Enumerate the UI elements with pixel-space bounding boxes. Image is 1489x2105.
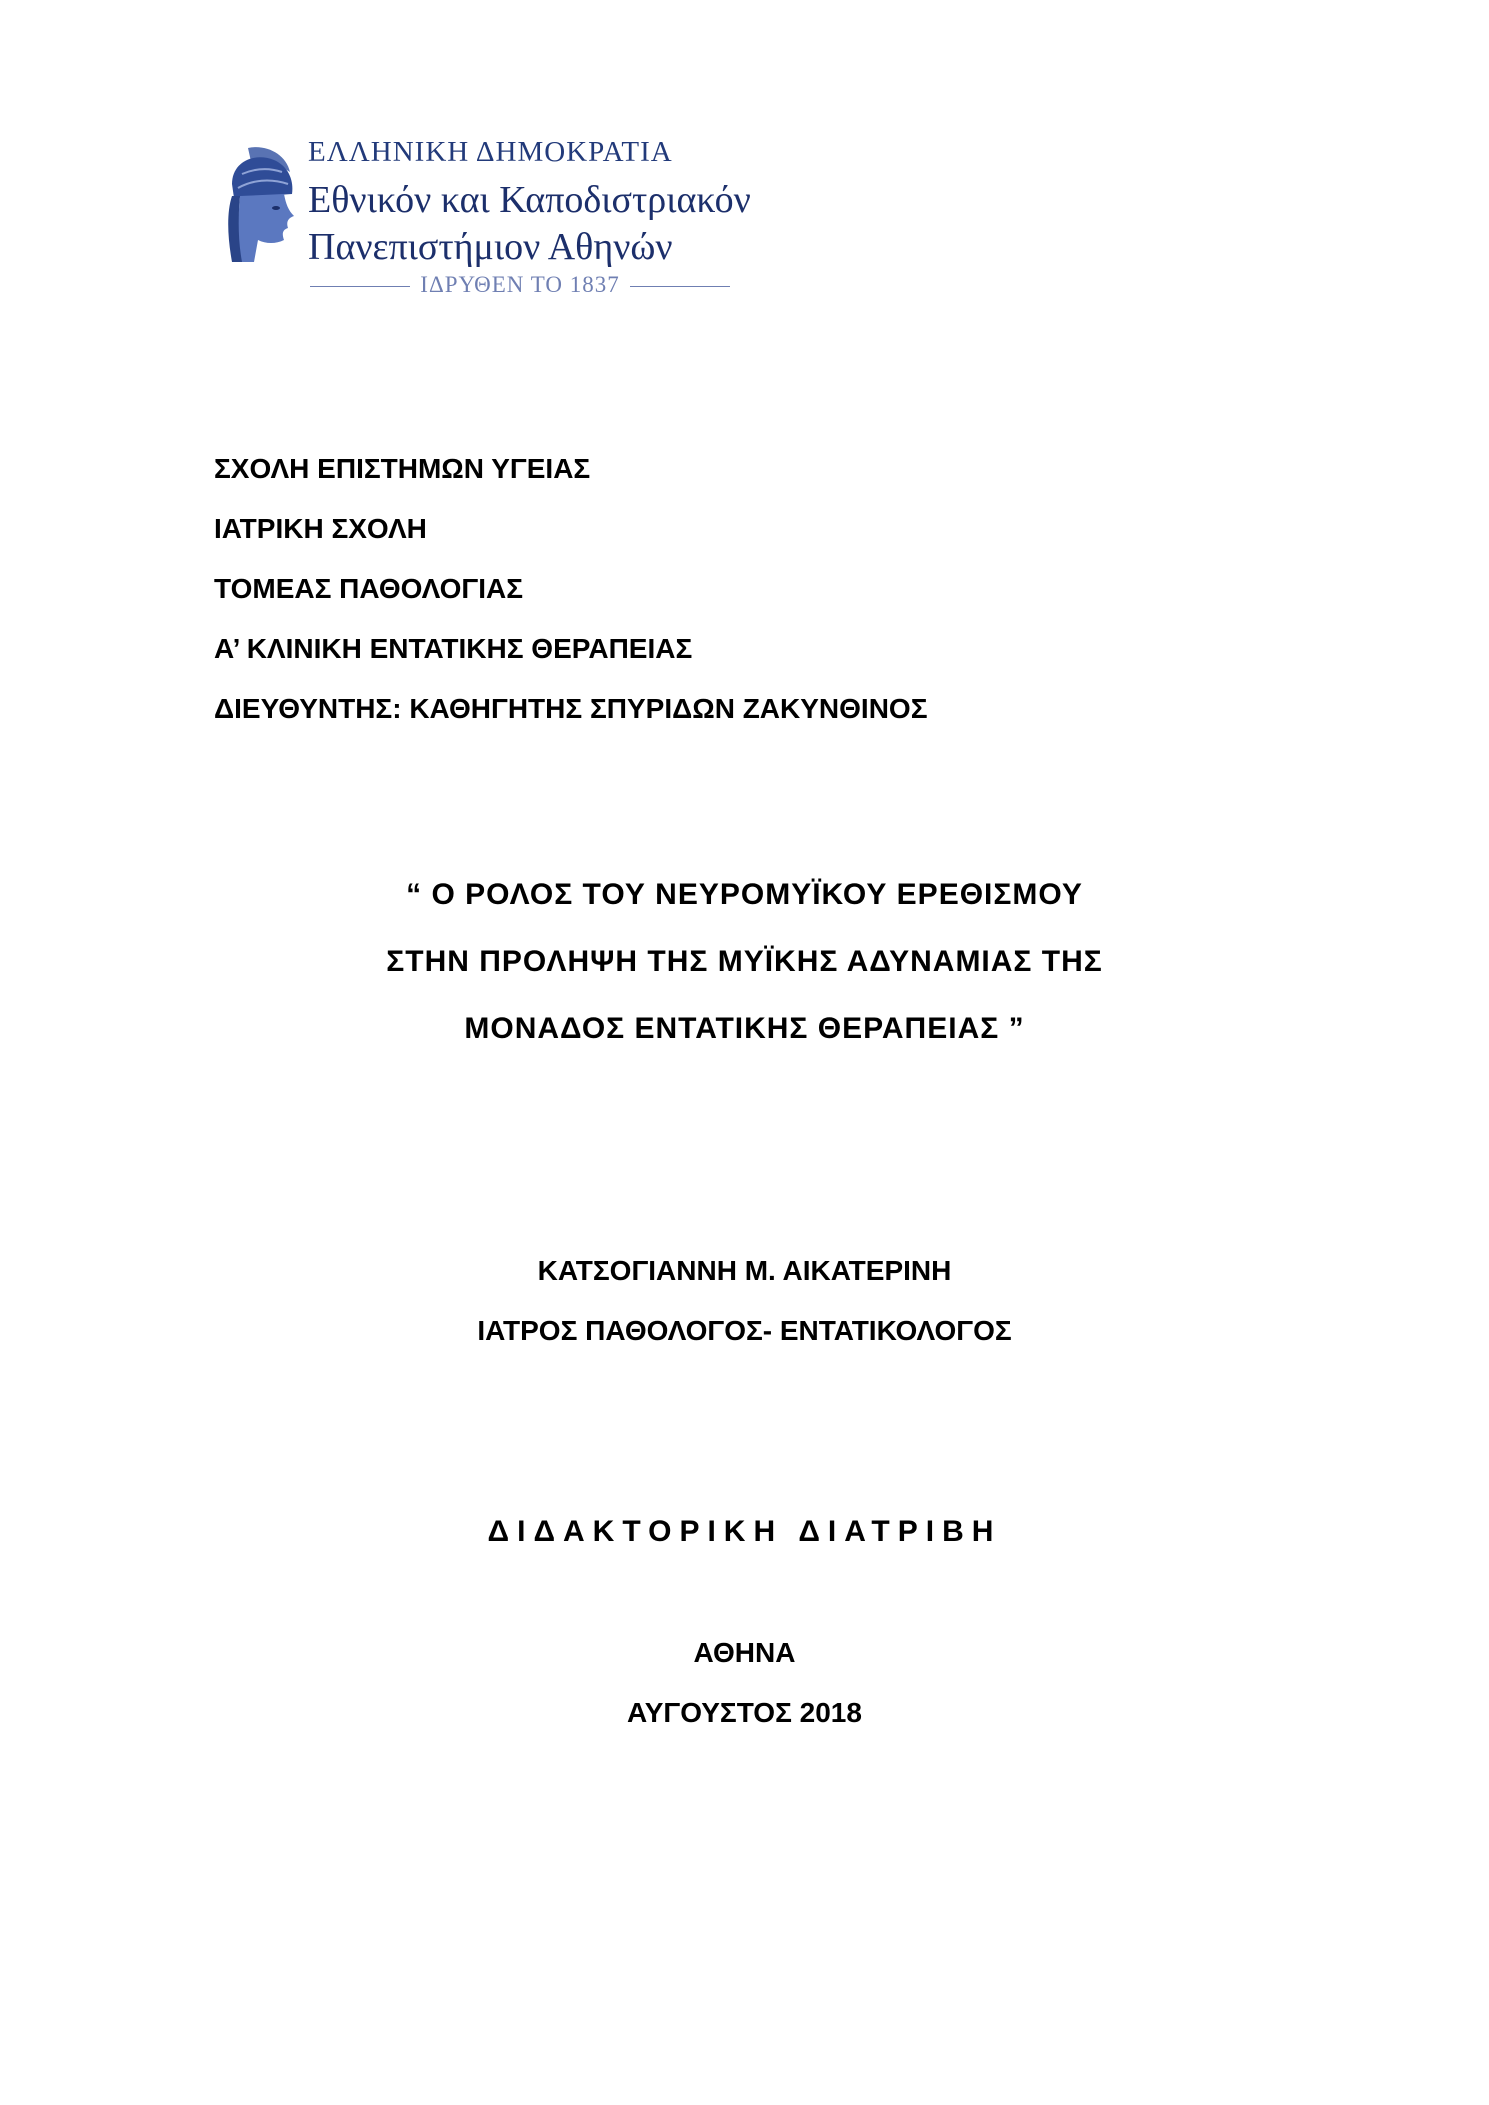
- department-sector: ΤΟΜΕΑΣ ΠΑΘΟΛΟΓΙΑΣ: [214, 573, 524, 604]
- document-type: ΔΙΔΑΚΤΟΡΙΚΗ ΔΙΑΤΡΙΒΗ: [487, 1515, 1002, 1548]
- logo-university-name-line2: Πανεπιστήμιον Αθηνών: [308, 226, 673, 268]
- logo-university-name-line1: Εθνικόν και Καποδιστριακόν: [308, 179, 751, 221]
- logo-republic-text: ΕΛΛΗΝΙΚΗ ΔΗΜΟΚΡΑΤΙΑ: [308, 136, 673, 168]
- athena-head-emblem-icon: [218, 144, 300, 264]
- university-logo: [218, 136, 858, 306]
- department-clinic: Α’ ΚΛΙΝΙΚΗ ΕΝΤΑΤΙΚΗΣ ΘΕΡΑΠΕΙΑΣ: [214, 633, 693, 664]
- logo-rule-right: [630, 286, 730, 287]
- department-medical-school: ΙΑΤΡΙΚΗ ΣΧΟΛΗ: [214, 513, 427, 544]
- place: ΑΘΗΝΑ: [693, 1637, 796, 1668]
- department-director: ΔΙΕΥΘΥΝΤΗΣ: ΚΑΘΗΓΗΤΗΣ ΣΠΥΡΙΔΩΝ ΖΑΚΥΝΘΙΝΟΣ: [214, 693, 928, 724]
- thesis-title-line-1: “ Ο ΡΟΛΟΣ ΤΟΥ ΝΕΥΡΟΜΥΪΚΟΥ ΕΡΕΘΙΣΜΟΥ: [406, 878, 1083, 911]
- logo-founded-text: ΙΔΡΥΘΕΝ ΤΟ 1837: [420, 272, 620, 297]
- thesis-title-line-2: ΣΤΗΝ ΠΡΟΛΗΨΗ ΤΗΣ ΜΥΪΚΗΣ ΑΔΥΝΑΜΙΑΣ ΤΗΣ: [386, 945, 1103, 978]
- thesis-title-line-3: ΜΟΝΑΔΟΣ ΕΝΤΑΤΙΚΗΣ ΘΕΡΑΠΕΙΑΣ ”: [464, 1012, 1025, 1045]
- author-title: ΙΑΤΡΟΣ ΠΑΘΟΛΟΓΟΣ- ΕΝΤΑΤΙΚΟΛΟΓΟΣ: [477, 1315, 1012, 1346]
- logo-founded-row: [310, 272, 730, 302]
- department-school: ΣΧΟΛΗ ΕΠΙΣΤΗΜΩΝ ΥΓΕΙΑΣ: [214, 453, 591, 484]
- author-name: ΚΑΤΣΟΓΙΑΝΝΗ Μ. ΑΙΚΑΤΕΡΙΝΗ: [537, 1255, 952, 1286]
- date: ΑΥΓΟΥΣΤΟΣ 2018: [627, 1697, 862, 1728]
